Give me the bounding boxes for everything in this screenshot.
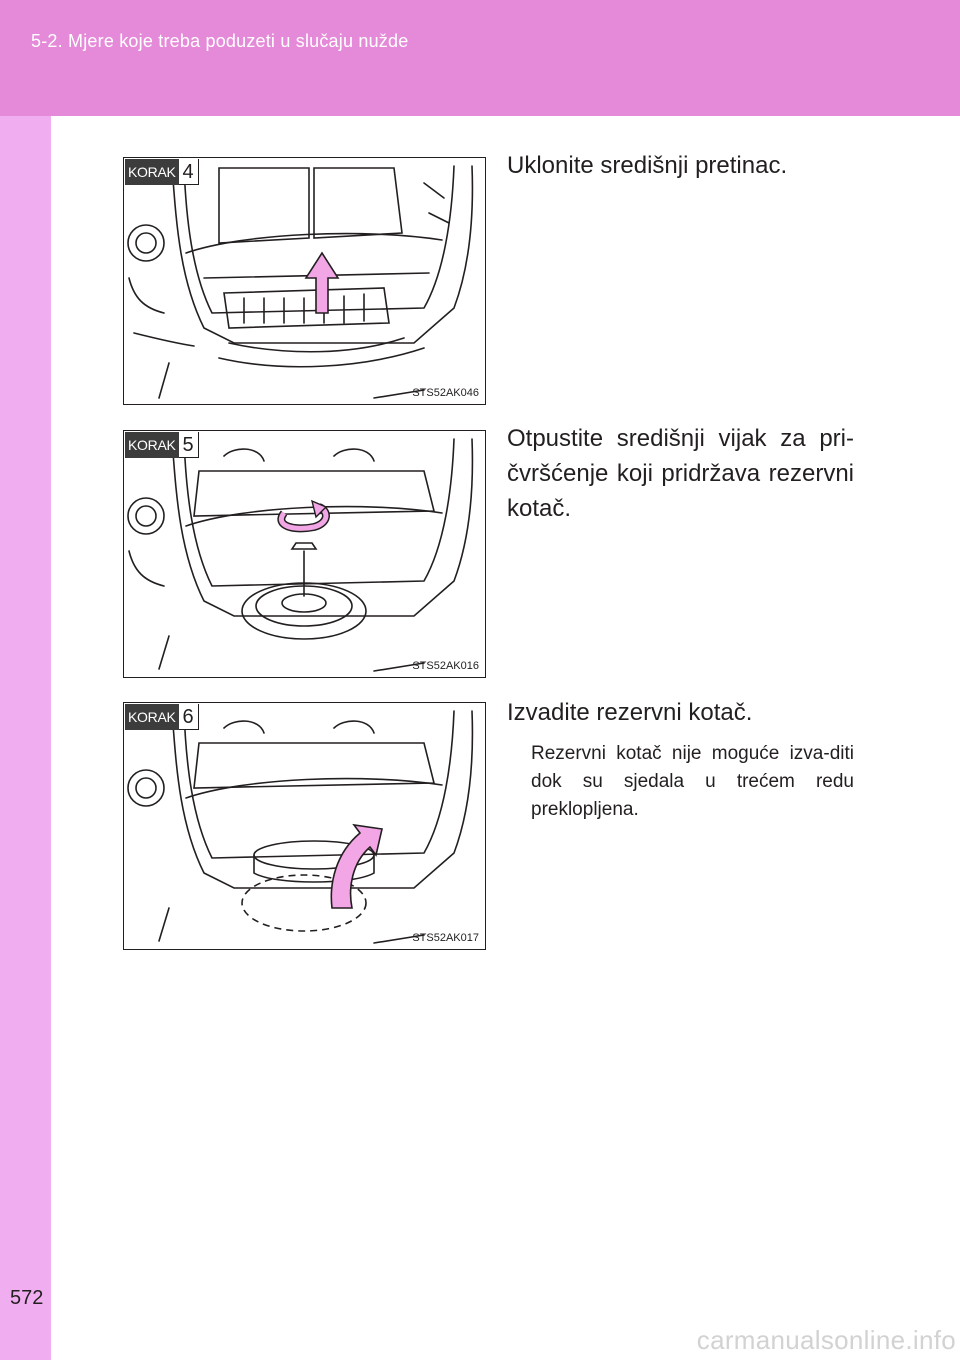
step-number: 6 <box>179 704 199 730</box>
step-6-note: Rezervni kotač nije moguće izva-diti dok su sjedala u trećem redu preklopljena. <box>531 743 854 820</box>
watermark: carmanualsonline.info <box>696 1325 956 1355</box>
step-badge <box>125 159 199 185</box>
step-6-text: Izvadite rezervni kotač. <box>507 699 753 726</box>
step-word: KORAK <box>125 704 179 730</box>
image-code: STS52AK017 <box>412 932 479 944</box>
trunk-drawing-icon <box>124 431 486 678</box>
trunk-drawing-icon <box>124 158 486 405</box>
step-number: 4 <box>179 159 199 185</box>
image-code: STS52AK016 <box>412 660 479 672</box>
step-6-illustration <box>123 702 486 950</box>
step-4-text: Uklonite središnji pretinac. <box>507 152 788 179</box>
header-band <box>0 0 960 116</box>
page-number: 572 <box>10 1287 44 1309</box>
trunk-drawing-icon <box>124 703 486 950</box>
side-strip <box>0 116 51 1360</box>
step-word: KORAK <box>125 432 179 458</box>
section-title: 5-2. Mjere koje treba poduzeti u slučaju nužde <box>31 31 409 51</box>
step-badge <box>125 432 199 458</box>
step-badge <box>125 704 199 730</box>
step-number: 5 <box>179 432 199 458</box>
step-5-illustration <box>123 430 486 678</box>
step-5-text: Otpustite središnji vijak za pri-čvršćenje koji pridržava rezervni kotač. <box>507 425 854 522</box>
step-4-illustration <box>123 157 486 405</box>
step-word: KORAK <box>125 159 179 185</box>
image-code: STS52AK046 <box>412 387 479 399</box>
